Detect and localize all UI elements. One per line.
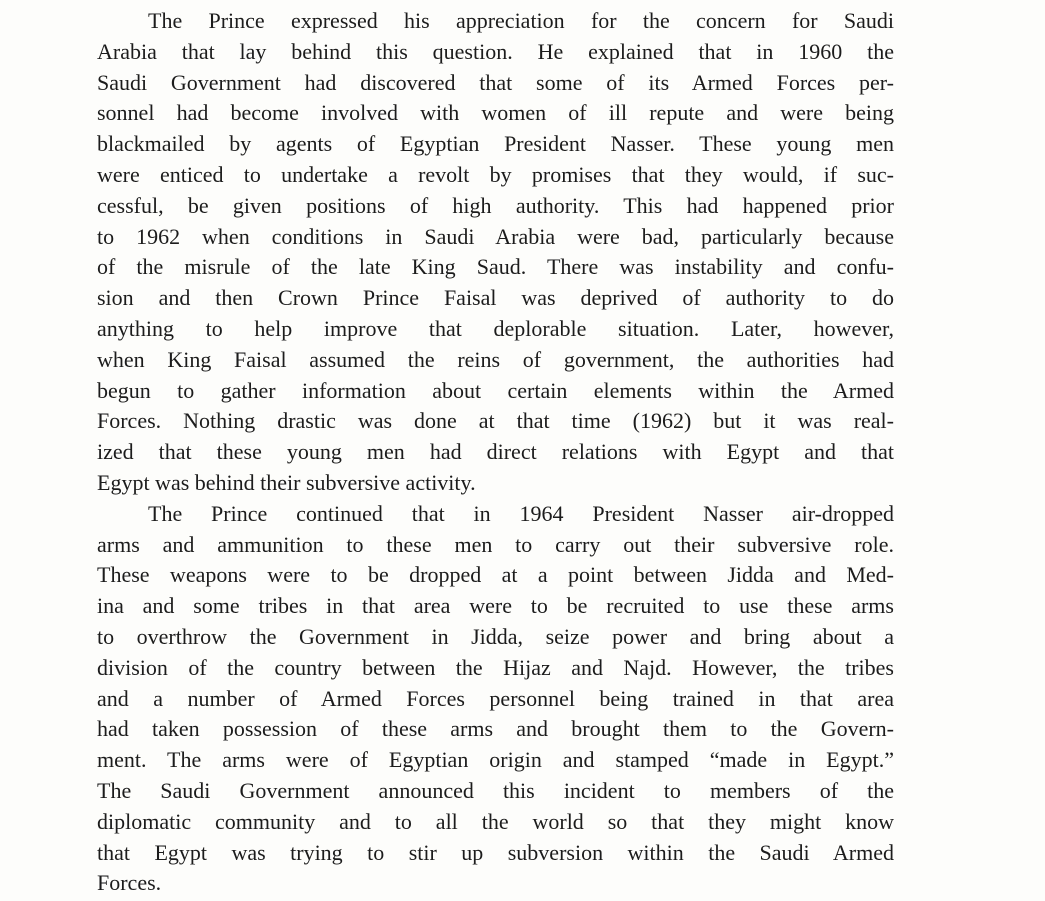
text-line: of the misrule of the late King Saud. There was instability and confu- xyxy=(97,254,894,280)
text-line: Forces. Nothing drastic was done at that time (1962) but it was real- xyxy=(97,408,894,434)
text-line: ized that these young men had direct relations with Egypt and that xyxy=(97,439,894,465)
text-line: The Saudi Government announced this incident to members of the xyxy=(97,777,894,803)
text-line: Arabia that lay behind this question. He explained that in 1960 the xyxy=(97,38,894,64)
text-line: begun to gather information about certain elements within the Armed xyxy=(97,377,894,403)
text-line: Saudi Government had discovered that some of its Armed Forces per- xyxy=(97,69,894,95)
text-line: Egypt was behind their subversive activity. xyxy=(97,469,476,495)
text-line: The Prince continued that in 1964 President Nasser air-dropped xyxy=(148,500,894,526)
text-line: to overthrow the Government in Jidda, seize power and bring about a xyxy=(97,623,894,649)
text-line: were enticed to undertake a revolt by promises that they would, if suc- xyxy=(97,161,894,187)
paragraph-1 xyxy=(97,6,894,499)
text-line: diplomatic community and to all the world so that they might know xyxy=(97,808,894,834)
text-line: arms and ammunition to these men to carry out their subversive role. xyxy=(97,531,894,557)
text-line: when King Faisal assumed the reins of government, the authorities had xyxy=(97,346,894,372)
text-line: anything to help improve that deplorable situation. Later, however, xyxy=(97,315,894,341)
text-line: division of the country between the Hijaz and Najd. However, the tribes xyxy=(97,654,894,680)
paragraph-2 xyxy=(97,499,894,899)
text-line: blackmailed by agents of Egyptian President Nasser. These young men xyxy=(97,131,894,157)
text-line: These weapons were to be dropped at a point between Jidda and Med- xyxy=(97,562,894,588)
document-page xyxy=(97,6,894,899)
text-line: ina and some tribes in that area were to be recruited to use these arms xyxy=(97,593,894,619)
text-line: that Egypt was trying to stir up subversion within the Saudi Armed xyxy=(97,839,894,865)
text-line: and a number of Armed Forces personnel being trained in that area xyxy=(97,685,894,711)
text-line: had taken possession of these arms and brought them to the Govern- xyxy=(97,716,894,742)
text-line: cessful, be given positions of high authority. This had happened prior xyxy=(97,192,894,218)
text-line: sion and then Crown Prince Faisal was deprived of authority to do xyxy=(97,285,894,311)
text-line: sonnel had become involved with women of ill repute and were being xyxy=(97,100,894,126)
text-line: Forces. xyxy=(97,870,162,896)
text-line: to 1962 when conditions in Saudi Arabia were bad, particularly because xyxy=(97,223,894,249)
text-line: The Prince expressed his appreciation for the concern for Saudi xyxy=(148,8,894,33)
text-line: ment. The arms were of Egyptian origin and stamped “made in Egypt.” xyxy=(97,747,894,773)
